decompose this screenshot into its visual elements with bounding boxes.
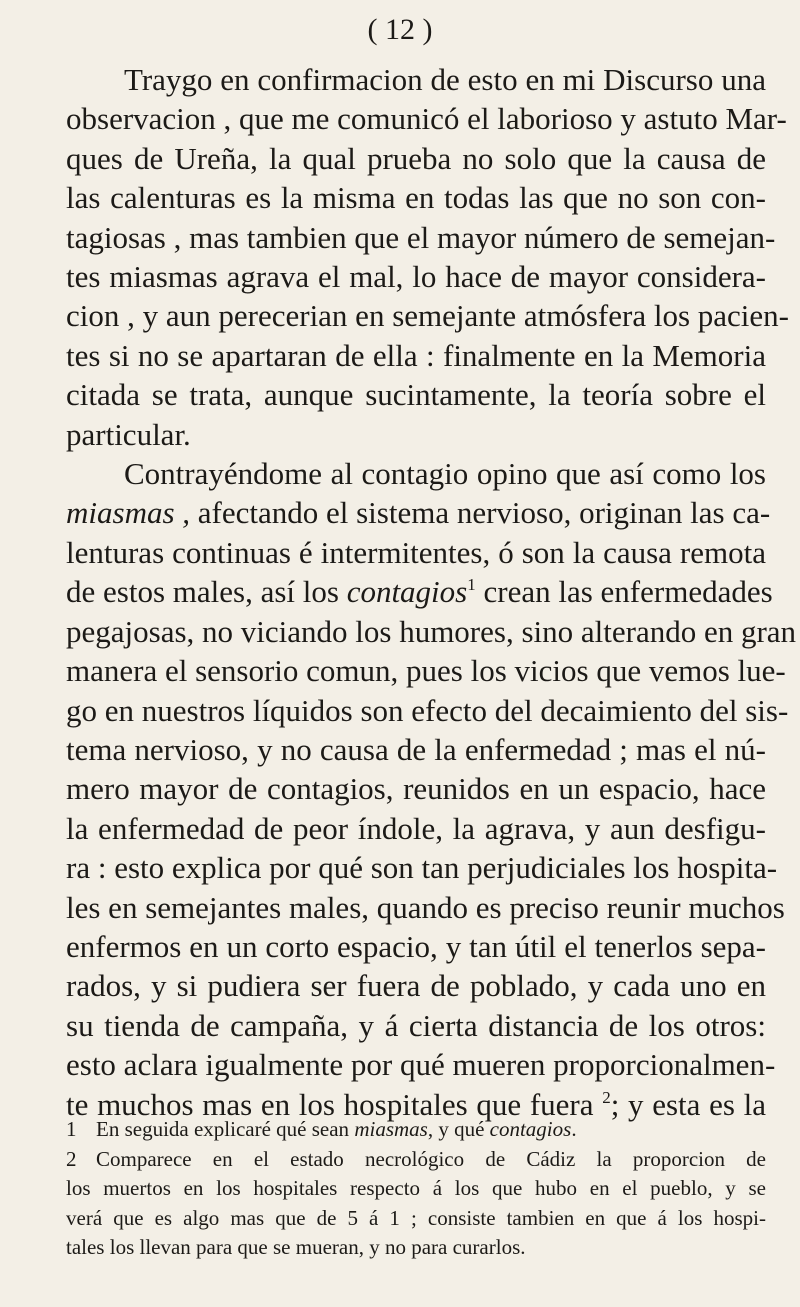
text-run: las calenturas es la misma en todas las que no son con- (66, 180, 766, 216)
italic-term: contagios (346, 574, 468, 610)
text-run: ques de Ureña, la qual prueba no solo que la causa de (66, 140, 766, 176)
text-line (66, 1233, 766, 1263)
text-line (66, 1204, 766, 1234)
text-run: , y qué (427, 1117, 490, 1141)
text-run: enfermos en un corto espacio, y tan útil el tenerlos sepa- (66, 928, 766, 964)
text-line (66, 1045, 776, 1084)
text-line (66, 1174, 766, 1204)
italic-term: contagios (489, 1117, 572, 1141)
text-run: les en semejantes males, quando es preciso reunir muchos (66, 889, 785, 925)
text-run: la enfermedad de peor índole, la agrava, y aun desfigu- (66, 810, 766, 846)
text-run: tes miasmas agrava el mal, lo hace de mayor considera- (66, 259, 766, 295)
text-line (66, 533, 766, 572)
text-run: esto aclara igualmente por qué mueren proporcionalmen- (66, 1047, 776, 1083)
text-run: go en nuestros líquidos son efecto del decaimiento del sis- (66, 692, 789, 728)
text-run: manera el sensorio comun, pues los vicios que vemos lue- (66, 653, 786, 689)
text-line (66, 218, 776, 257)
body-text (66, 60, 797, 1124)
text-line (66, 966, 766, 1005)
text-line (66, 848, 778, 887)
text-line (66, 375, 766, 414)
text-run: ra : esto explica por qué son tan perjudiciales los hospita- (66, 850, 778, 886)
text-line (66, 1006, 766, 1045)
text-line (66, 572, 773, 611)
text-line (66, 336, 766, 375)
text-run: ; y esta es la (610, 1086, 766, 1122)
text-run: Contrayéndome al contagio opino que así como los (124, 456, 766, 492)
text-run: lenturas continuas é intermitentes, ó son la causa remota (66, 534, 766, 570)
text-run: Traygo en confirmacion de esto en mi Discurso una (124, 62, 766, 97)
text-run: los muertos en los hospitales respecto á los que hubo en el pueblo, y se (66, 1176, 766, 1200)
text-line (66, 415, 766, 454)
text-line (66, 60, 766, 99)
text-run: mero mayor de contagios, reunidos en un espacio, hace (66, 771, 766, 807)
footnote-number: 1 (66, 1117, 77, 1141)
text-line (66, 651, 786, 690)
text-run: pegajosas, no viciando los humores, sino alterando en gran (66, 613, 797, 649)
text-line (66, 888, 785, 927)
text-line (66, 99, 787, 138)
text-line (66, 139, 766, 178)
page-number: ( 12 ) (367, 13, 433, 46)
text-run: . (571, 1117, 577, 1141)
text-line (66, 612, 797, 651)
footnotes (66, 1115, 766, 1263)
text-run: crean las enfermedades (475, 574, 773, 610)
text-run: cion , y aun perecerian en semejante atmósfera los pacien- (66, 298, 789, 334)
text-run: citada se trata, aunque sucintamente, la teoría sobre el (66, 377, 766, 413)
text-run: de estos males, así los (66, 574, 347, 610)
text-line (66, 454, 766, 493)
text-line (66, 809, 766, 848)
text-run: tes si no se apartaran de ella : finalmente en la Memoria (66, 337, 766, 373)
text-line (66, 691, 789, 730)
text-run: tagiosas , mas tambien que el mayor número de semejan- (66, 219, 776, 255)
footnote-ref: 1 (467, 575, 476, 595)
italic-term: miasmas , (66, 495, 191, 531)
text-line (66, 769, 766, 808)
footnote (66, 1115, 766, 1145)
text-run: verá que es algo mas que de 5 á 1 ; consiste tambien en que á los hospi- (66, 1205, 766, 1230)
text-run: te muchos mas en los hospitales que fuera (66, 1086, 603, 1122)
text-run: afectando el sistema nervioso, originan las ca- (190, 495, 771, 531)
text-run: rados, y si pudiera ser fuera de poblado, y cada uno en (66, 968, 766, 1004)
text-line (66, 730, 766, 769)
text-line (66, 927, 766, 966)
text-run: Comparece en el estado necrológico de Cádiz la proporcion de (96, 1146, 766, 1171)
text-line (66, 493, 771, 532)
footnote-ref: 2 (602, 1087, 611, 1107)
text-line (66, 257, 766, 296)
footnote-number: 2 (66, 1146, 77, 1171)
text-run: tales los llevan para que se mueran, y no para curarlos. (66, 1235, 526, 1259)
text-run: En seguida explicaré qué sean (96, 1117, 355, 1141)
text-line (66, 296, 789, 335)
text-run: observacion , que me comunicó el laborioso y astuto Mar- (66, 101, 787, 137)
footnote (66, 1145, 766, 1175)
italic-term: miasmas (354, 1117, 428, 1141)
text-run: su tienda de campaña, y á cierta distancia de los otros: (66, 1007, 766, 1043)
text-run: tema nervioso, y no causa de la enfermedad ; mas el nú- (66, 731, 766, 767)
text-run: particular. (66, 416, 191, 452)
text-line (66, 178, 766, 217)
